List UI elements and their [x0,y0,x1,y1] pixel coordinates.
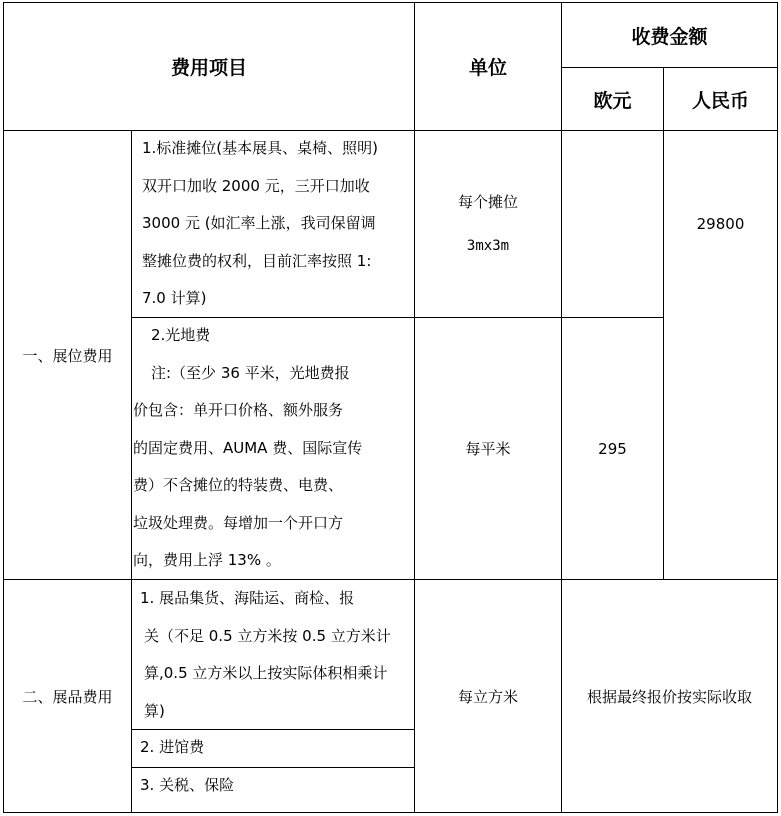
standard-booth-description [136,130,412,318]
unit-line: 3mx3m [466,238,510,254]
desc-line: 的固定费用、AUMA 费、国际宣传 [133,438,363,457]
rule-col-item-split [131,130,132,813]
exhibit-amount: 根据最终报价按实际收取 [586,687,752,706]
header-amount: 收费金额 [631,25,708,48]
desc-line: 整摊位费的权利，目前汇率按照 1: [142,251,372,270]
exhibit-shipping-description [136,580,414,730]
desc-line: 2. 进馆费 [140,738,205,756]
desc-line: 3000 元 (如汇率上涨，我司保留调 [142,214,376,232]
raw-space-description [133,317,413,580]
header-unit: 单位 [468,57,507,79]
standard-booth-rmb: 29800 [696,215,745,233]
duty-insurance [140,767,410,805]
header-item: 费用项目 [170,57,247,79]
desc-line: 1. 展品集货、海陆运、商检、报 [140,589,355,607]
section-title-booth: 一、展位费用 [22,346,113,365]
header-eur: 欧元 [593,89,632,112]
rule-bottom [3,812,778,813]
rule-right [777,2,778,813]
desc-line: 7.0 计算) [142,289,207,307]
desc-line: 2.光地费 [151,326,211,344]
desc-line: 1.标准摊位(基本展具、桌椅、照明) [142,139,379,157]
exhibit-unit: 每立方米 [457,687,518,706]
desc-line: 关（不足 0.5 立方米按 0.5 立方米计 [144,626,391,645]
desc-line: 注:（至少 36 平米，光地费报 [151,363,350,382]
desc-line: 向，费用上浮 13% 。 [133,551,281,569]
desc-line: 双开口加收 2000 元，三开口加收 [142,176,370,195]
header-rmb: 人民币 [691,89,749,112]
venue-entry-fee [140,729,410,767]
desc-line: 价包含：单开口价格、额外服务 [133,401,344,419]
standard-booth-eur [562,131,663,317]
standard-booth-unit [415,131,561,317]
desc-line: 垃圾处理费。每增加一个开口方 [133,513,344,532]
raw-space-eur: 295 [598,439,627,458]
section-title-exhibits: 二、展品费用 [22,687,113,706]
raw-space-unit: 每平米 [465,440,511,458]
desc-line: 3. 关税、保险 [140,776,235,794]
desc-line: 算) [144,701,165,720]
raw-space-rmb [664,318,777,579]
unit-line: 每个摊位 [457,193,518,211]
desc-line: 费）不含摊位的特装费、电费、 [133,476,344,494]
desc-line: 算,0.5 立方米以上按实际体积相乘计 [144,664,388,682]
